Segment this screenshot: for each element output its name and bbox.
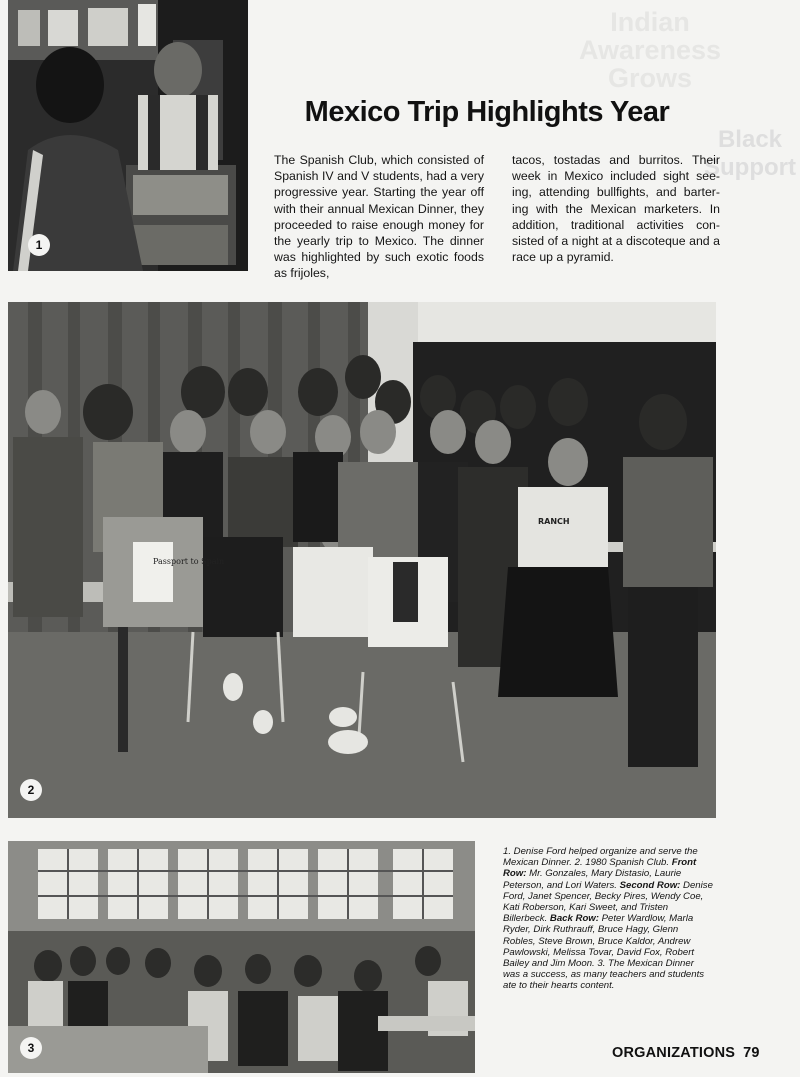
caption-second-label: Second Row: <box>619 879 681 891</box>
caption-second-row: Denise Ford, Janet Spencer, Becky Pires, Wendy Coe, Kati Roberson, Kari Sweet, and Tristen Billerbeck. <box>503 879 713 925</box>
article-title: Mexico Trip Highlights Year <box>304 96 670 128</box>
photo-number-badge: 2 <box>20 779 42 801</box>
bleed-line: Awareness <box>578 35 722 65</box>
caption-front-label: Front Row: <box>503 857 697 880</box>
section-name: ORGANIZATIONS <box>612 1045 736 1061</box>
photo-3-image <box>8 841 475 1073</box>
book-cover-text: Passport to Spain <box>153 557 225 566</box>
page-footer <box>612 1045 760 1061</box>
caption-intro: 1. Denise Ford helped organize and serve the Mexican Dinner. 2. 1980 Spanish Club. <box>503 846 698 869</box>
photo-caption <box>503 846 713 992</box>
caption-back-label: Back Row: <box>549 913 599 925</box>
photo-dinner-serving <box>8 0 248 271</box>
photo-spanish-club-group <box>8 302 716 818</box>
photo-dinner-hall <box>8 841 475 1073</box>
article-column-2: tacos, tostadas and burritos. Their week in Mexico included sight see-ing, attending bullfights, and barter-ing with the Mexican marketers. In addition, traditional activities con-sisted of a night at a discoteque and a race up a pyramid. <box>512 153 720 265</box>
bleed-subhead: Black Support <box>704 126 796 181</box>
bleed-through-text <box>500 7 800 181</box>
photo-2-image <box>8 302 716 818</box>
photo-1-image <box>8 0 248 271</box>
shirt-text: RANCH <box>538 517 570 526</box>
caption-back-row: Peter Wardlow, Marla Ryder, Dirk Ruthrauff, Bruce Hagy, Glenn Robles, Steve Brown, Bruce Kaldor, Andrew Pawlowski, Melissa Tovar, David Fox, Robert Bailey and Jim Moon. 3. The Mexican Dinner was a success, as many teachers and students ate to their hearts content. <box>503 913 705 992</box>
photo-number-badge: 1 <box>28 234 50 256</box>
bleed-line: Grows <box>607 63 693 93</box>
bleed-line: Indian <box>610 7 690 37</box>
page-number: 79 <box>743 1045 760 1061</box>
article-column-1: The Spanish Club, which consisted of Spanish IV and V students, had a very progressive year. Starting the year off with their annual Mexican Dinner, they proceeded to raise enough money for the yearly trip to Mexico. The dinner was highlighted by such exotic foods as frijoles, <box>274 153 484 281</box>
caption-front-row: Mr. Gonzales, Mary Distasio, Laurie Peterson, and Lori Waters. <box>503 868 682 891</box>
photo-number-badge: 3 <box>20 1037 42 1059</box>
